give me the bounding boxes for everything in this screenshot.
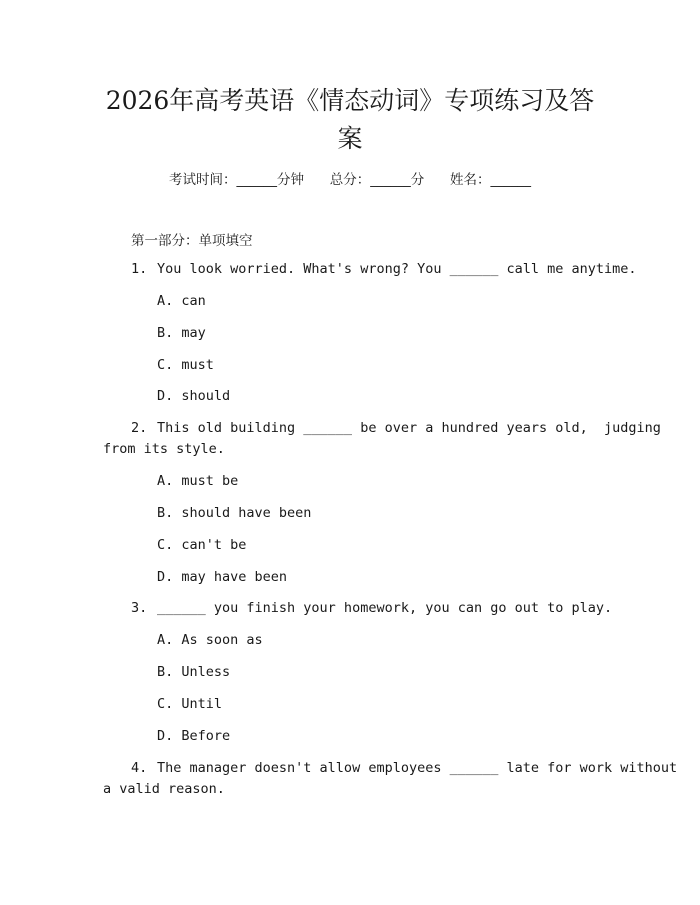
question-number: 4. bbox=[131, 760, 148, 776]
question-text: This old building ______ be over a hundred years old, judging bbox=[157, 420, 661, 436]
question-number: 1. bbox=[131, 261, 148, 277]
option: B. should have been bbox=[157, 505, 312, 521]
exam-info: 考试时间：______分钟 总分：______分 姓名：______ bbox=[169, 172, 531, 188]
question-text: ______ you finish your homework, you can go out to play. bbox=[157, 600, 613, 616]
option: C. can't be bbox=[157, 537, 247, 553]
option: D. should bbox=[157, 388, 231, 404]
option: A. can bbox=[157, 293, 206, 309]
option: C. must bbox=[157, 357, 214, 373]
section-title: 第一部分：单项填空 bbox=[131, 233, 253, 249]
question-number: 2. bbox=[131, 420, 148, 436]
option: C. Until bbox=[157, 696, 223, 712]
option: D. Before bbox=[157, 728, 231, 744]
question-text-continued: from its style. bbox=[103, 441, 225, 457]
question-text: You look worried. What's wrong? You ______ call me anytime. bbox=[157, 261, 637, 277]
question-number: 3. bbox=[131, 600, 148, 616]
option: B. may bbox=[157, 325, 206, 341]
option: B. Unless bbox=[157, 664, 231, 680]
title-line-2: 案 bbox=[337, 124, 363, 153]
option: A. must be bbox=[157, 473, 239, 489]
document-title bbox=[80, 82, 620, 158]
question-text-continued: a valid reason. bbox=[103, 781, 225, 797]
option: A. As soon as bbox=[157, 632, 263, 648]
title-line-1: 2026年高考英语《情态动词》专项练习及答 bbox=[105, 86, 595, 115]
option: D. may have been bbox=[157, 569, 288, 585]
question-text: The manager doesn't allow employees ______ late for work without bbox=[157, 760, 678, 776]
